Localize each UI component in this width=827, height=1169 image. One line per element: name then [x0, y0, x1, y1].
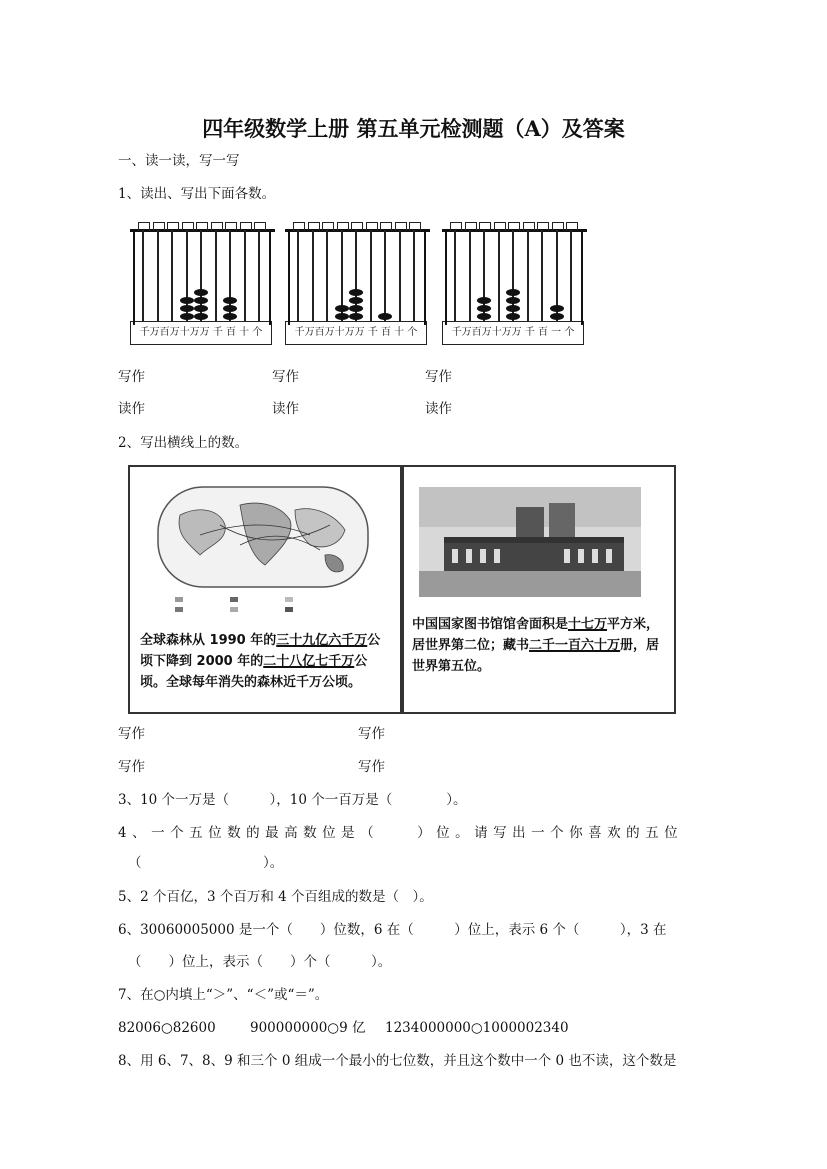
- abacus-rod-cap: [479, 222, 491, 231]
- write-label-5: 写作: [358, 726, 385, 742]
- abacus-bead: [194, 313, 208, 320]
- abacus-rod-cap: [293, 222, 305, 231]
- abacus-rod-cap: [196, 222, 208, 231]
- library-photo: [404, 479, 674, 609]
- abacus-rod-cap: [566, 222, 578, 231]
- question-7: 7、在○内填上“＞”、“＜”或“＝”。: [118, 987, 329, 1003]
- abacus-bead: [349, 297, 363, 304]
- abacus-2: [285, 215, 430, 350]
- abacus-rod-cap: [494, 222, 506, 231]
- question-4: 4、一个五位数的最高数位是（ ）位。请写出一个你喜欢的五位: [118, 825, 684, 841]
- caption-text: 公顷下降到 2000 年的: [140, 633, 381, 669]
- library-caption: [412, 614, 670, 677]
- abacus-bead: [335, 313, 349, 320]
- underlined-number: 二十八亿七千万: [263, 654, 355, 669]
- abacus-bead: [180, 313, 194, 320]
- abacus-rod-cap: [337, 222, 349, 231]
- abacus-rod-cap: [308, 222, 320, 231]
- underlined-number: 十七万: [568, 617, 608, 632]
- abacus-frame: [445, 230, 447, 325]
- abacus-rod: [399, 230, 401, 322]
- abacus-rod: [527, 230, 529, 322]
- abacus-bead: [223, 305, 237, 312]
- question-5: 5、2 个百亿，3 个百万和 4 个百组成的数是（ ）。: [118, 889, 433, 905]
- abacus-rod: [258, 230, 260, 322]
- abacus-rod-cap: [366, 222, 378, 231]
- abacus-rod-cap: [322, 222, 334, 231]
- world-map-image: [130, 475, 400, 625]
- caption-text: 册，居世界第五位。: [412, 638, 660, 674]
- abacus-rod-cap: [523, 222, 535, 231]
- write-label-3: 写作: [425, 369, 452, 385]
- abacus-bead: [223, 313, 237, 320]
- abacus-place-labels: 千万百万十万万 千 百 十 个: [130, 321, 272, 345]
- abacus-bead: [378, 313, 392, 320]
- write-label-4: 写作: [118, 726, 145, 742]
- abacus-bead: [349, 313, 363, 320]
- abacus-bead: [477, 297, 491, 304]
- forest-map-figure: [128, 465, 402, 714]
- section-heading: 一、读一读，写一写: [118, 153, 240, 169]
- abacus-rod-cap: [211, 222, 223, 231]
- abacus-rod-cap: [351, 222, 363, 231]
- abacus-1: [130, 215, 275, 350]
- abacus-bead: [349, 305, 363, 312]
- read-label-2: 读作: [272, 401, 299, 417]
- abacus-rod: [541, 230, 543, 322]
- abacus-bead: [180, 305, 194, 312]
- abacus-bead: [223, 297, 237, 304]
- abacus-rod: [312, 230, 314, 322]
- abacus-bead: [477, 313, 491, 320]
- abacus-rod: [570, 230, 572, 322]
- abacus-bead: [180, 297, 194, 304]
- abacus-rod-cap: [225, 222, 237, 231]
- abacus-bead: [550, 305, 564, 312]
- abacus-rod: [157, 230, 159, 322]
- abacus-rod-cap: [254, 222, 266, 231]
- abacus-frame: [424, 230, 426, 325]
- abacus-rod-cap: [380, 222, 392, 231]
- abacus-rod-cap: [240, 222, 252, 231]
- abacus-rod: [384, 230, 386, 322]
- question-2: 2、写出横线上的数。: [118, 435, 249, 451]
- write-label-6: 写作: [118, 759, 145, 775]
- abacus-frame: [581, 230, 583, 325]
- question-6: 6、30060005000 是一个（ ）位数，6 在（ ）位上，表示 6 个（ ），3 在: [118, 922, 667, 938]
- abacus-rod: [297, 230, 299, 322]
- question-8: 8、用 6、7、8、9 和三个 0 组成一个最小的七位数，并且这个数中一个 0 也不读，这个数是: [118, 1053, 677, 1069]
- caption-text: 公顷。全球每年消失的森林近千万公顷。: [140, 654, 368, 690]
- write-label-1: 写作: [118, 369, 145, 385]
- abacus-rod: [326, 230, 328, 322]
- abacus-rod: [498, 230, 500, 322]
- underlined-number: 三十九亿六千万: [276, 633, 368, 648]
- abacus-bead: [506, 289, 520, 296]
- abacus-rod: [244, 230, 246, 322]
- question-3: 3、10 个一万是（ ），10 个一百万是（ ）。: [118, 792, 467, 808]
- abacus-place-labels: 千万百万十万万 千 百 一 个: [442, 321, 584, 345]
- question-4-answer: （ ）。: [128, 855, 284, 871]
- abacus-rod: [454, 230, 456, 322]
- abacus-bead: [506, 305, 520, 312]
- abacus-rod-cap: [395, 222, 407, 231]
- question-6-continued: （ ）位上，表示（ ）个（ ）。: [128, 954, 392, 970]
- abacus-rod-cap: [537, 222, 549, 231]
- abacus-bead: [335, 305, 349, 312]
- write-label-7: 写作: [358, 759, 385, 775]
- library-figure: [402, 465, 676, 714]
- abacus-bead: [477, 305, 491, 312]
- compare-item-1: 82006○82600: [118, 1020, 216, 1036]
- abacus-3: [442, 215, 587, 350]
- forest-map-caption: [140, 630, 392, 693]
- abacus-frame: [269, 230, 271, 325]
- abacus-frame: [288, 230, 290, 325]
- abacus-rod-cap: [450, 222, 462, 231]
- abacus-rod-cap: [465, 222, 477, 231]
- abacus-rod: [413, 230, 415, 322]
- abacus-rod-cap: [409, 222, 421, 231]
- abacus-bead: [194, 289, 208, 296]
- compare-item-3: 1234000000○1000002340: [385, 1020, 569, 1036]
- abacus-frame: [133, 230, 135, 325]
- read-label-1: 读作: [118, 401, 145, 417]
- abacus-rod: [469, 230, 471, 322]
- abacus-rod-cap: [167, 222, 179, 231]
- abacus-place-labels: 千万百万十万万 千 百 十 个: [285, 321, 427, 345]
- abacus-rod: [171, 230, 173, 322]
- abacus-rod-cap: [508, 222, 520, 231]
- abacus-bead: [194, 297, 208, 304]
- page-title: 四年级数学上册 第五单元检测题（A）及答案: [202, 116, 625, 141]
- caption-text: 中国国家图书馆馆舍面积是: [412, 617, 569, 632]
- abacus-rod-cap: [153, 222, 165, 231]
- caption-text: 全球森林从 1990 年的: [140, 633, 277, 648]
- abacus-rod-cap: [552, 222, 564, 231]
- underlined-number: 二千一百六十万: [529, 638, 621, 653]
- abacus-bead: [194, 305, 208, 312]
- question-1: 1、读出、写出下面各数。: [118, 186, 276, 202]
- abacus-bead: [506, 313, 520, 320]
- caption-text: 平方米，居世界第二位；藏书: [412, 617, 660, 653]
- compare-item-2: 900000000○9 亿: [250, 1020, 366, 1036]
- abacus-bead: [349, 289, 363, 296]
- abacus-rod-cap: [182, 222, 194, 231]
- abacus-rod: [370, 230, 372, 322]
- abacus-rod: [215, 230, 217, 322]
- abacus-bead: [506, 297, 520, 304]
- read-label-3: 读作: [425, 401, 452, 417]
- abacus-bead: [550, 313, 564, 320]
- abacus-rod-cap: [138, 222, 150, 231]
- abacus-rod: [142, 230, 144, 322]
- write-label-2: 写作: [272, 369, 299, 385]
